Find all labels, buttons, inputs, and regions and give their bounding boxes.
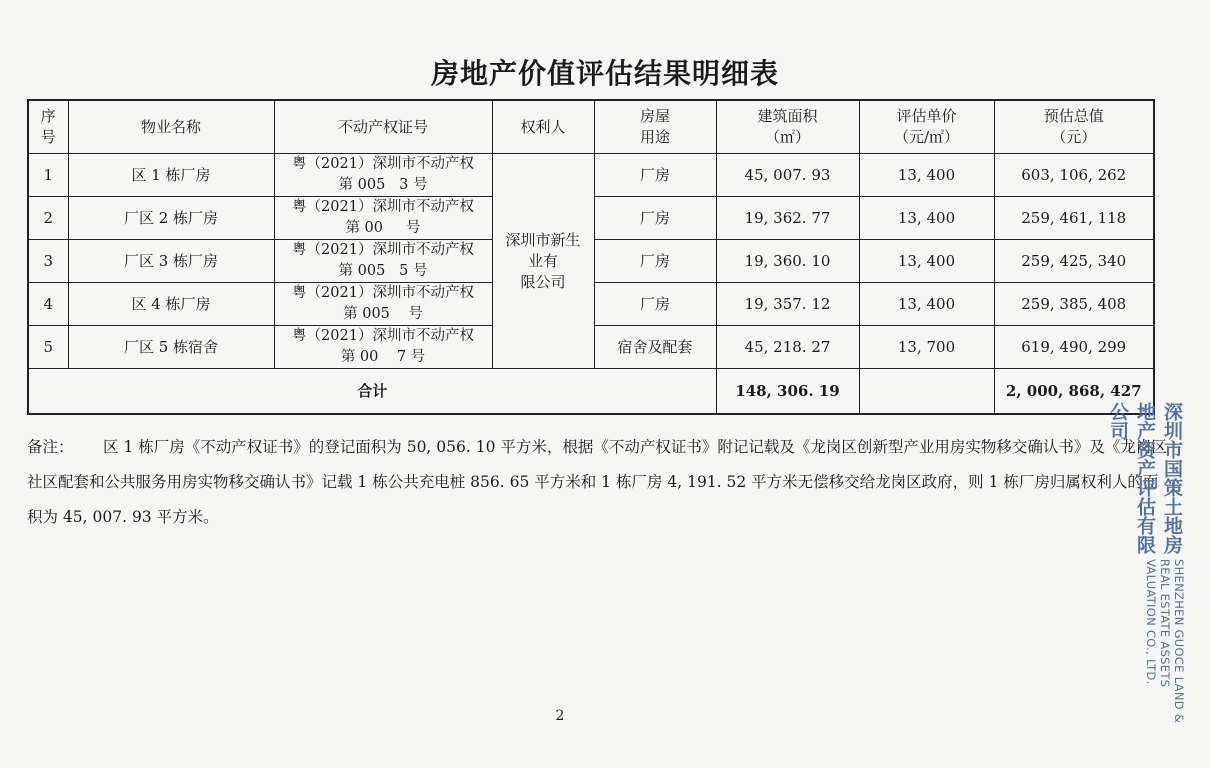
- seq-cell: 5: [28, 326, 68, 369]
- valuation-table: [27, 99, 1155, 415]
- company-stamp: [1107, 402, 1186, 752]
- unit-price-cell: 13, 700: [859, 326, 994, 369]
- total-value-sum-cell: 2, 000, 868, 427: [994, 369, 1154, 415]
- stamp-english-name: SHENZHEN GUOCE LAND & REAL ESTATE ASSETS VALUATION CO., LTD.: [1144, 558, 1186, 724]
- use-cell: 厂房: [594, 240, 716, 283]
- total-value-cell: 603, 106, 262: [994, 154, 1154, 197]
- total-value-cell: 259, 425, 340: [994, 240, 1154, 283]
- table-header-row: [28, 100, 1154, 154]
- header-owner: 权利人: [492, 100, 594, 154]
- area-cell: 19, 360. 10: [716, 240, 859, 283]
- use-cell: 厂房: [594, 283, 716, 326]
- header-price: 评估单价 （元/㎡）: [859, 100, 994, 154]
- cert-number-cell: 粤（2021）深圳市不动产权 第 005 3 号: [274, 154, 492, 197]
- property-name-cell: 厂区 5 栋宿舍: [68, 326, 274, 369]
- cert-number-cell: 粤（2021）深圳市不动产权 第 00 7 号: [274, 326, 492, 369]
- use-cell: 厂房: [594, 154, 716, 197]
- use-cell: 厂房: [594, 197, 716, 240]
- cert-number-cell: 粤（2021）深圳市不动产权 第 005 5 号: [274, 240, 492, 283]
- remarks-note: 备注： 区 1 栋厂房《不动产权证书》的登记面积为 50, 056. 10 平方米，根据《不动产权证书》附记记载及《龙岗区创新型产业用房实物移交确认书》及《龙岗区社区配套和公共服务用房实物移交确认书》记载 1 栋公共充电桩 856. 65 平方米和 1 栋厂房 4, 191. 52 平方米无偿移交给龙岗区政府，则 1 栋厂房归属权利人的面积为 45, 007. 93 平方米。: [27, 438, 1167, 526]
- total-empty-cell: [859, 369, 994, 415]
- stamp-chinese-name: 深圳市国策土地房地产资产评估有限公司: [1107, 402, 1183, 554]
- unit-price-cell: 13, 400: [859, 154, 994, 197]
- table-row: [28, 154, 1154, 197]
- seq-cell: 3: [28, 240, 68, 283]
- header-cert: 不动产权证号: [274, 100, 492, 154]
- page-number: 2: [555, 708, 565, 724]
- cert-number-cell: 粤（2021）深圳市不动产权 第 00 号: [274, 197, 492, 240]
- unit-price-cell: 13, 400: [859, 283, 994, 326]
- owner-cell: 深圳市新生 业有 限公司: [492, 154, 594, 369]
- area-cell: 45, 007. 93: [716, 154, 859, 197]
- use-cell: 宿舍及配套: [594, 326, 716, 369]
- header-seq: 序 号: [28, 100, 68, 154]
- header-name: 物业名称: [68, 100, 274, 154]
- unit-price-cell: 13, 400: [859, 240, 994, 283]
- area-cell: 19, 362. 77: [716, 197, 859, 240]
- total-value-cell: 259, 461, 118: [994, 197, 1154, 240]
- area-cell: 19, 357. 12: [716, 283, 859, 326]
- property-name-cell: 厂区 3 栋厂房: [68, 240, 274, 283]
- property-name-cell: 厂区 2 栋厂房: [68, 197, 274, 240]
- total-value-cell: 259, 385, 408: [994, 283, 1154, 326]
- unit-price-cell: 13, 400: [859, 197, 994, 240]
- total-label: 合计: [28, 369, 716, 415]
- header-area: 建筑面积 （㎡）: [716, 100, 859, 154]
- total-row: [28, 369, 1154, 415]
- area-cell: 45, 218. 27: [716, 326, 859, 369]
- seq-cell: 2: [28, 197, 68, 240]
- property-name-cell: 区 1 栋厂房: [68, 154, 274, 197]
- total-area-cell: 148, 306. 19: [716, 369, 859, 415]
- cert-number-cell: 粤（2021）深圳市不动产权 第 005 号: [274, 283, 492, 326]
- seq-cell: 1: [28, 154, 68, 197]
- page-title: 房地产价值评估结果明细表: [430, 57, 779, 90]
- total-value-cell: 619, 490, 299: [994, 326, 1154, 369]
- header-use: 房屋 用途: [594, 100, 716, 154]
- seq-cell: 4: [28, 283, 68, 326]
- header-total: 预估总值 （元）: [994, 100, 1154, 154]
- property-name-cell: 区 4 栋厂房: [68, 283, 274, 326]
